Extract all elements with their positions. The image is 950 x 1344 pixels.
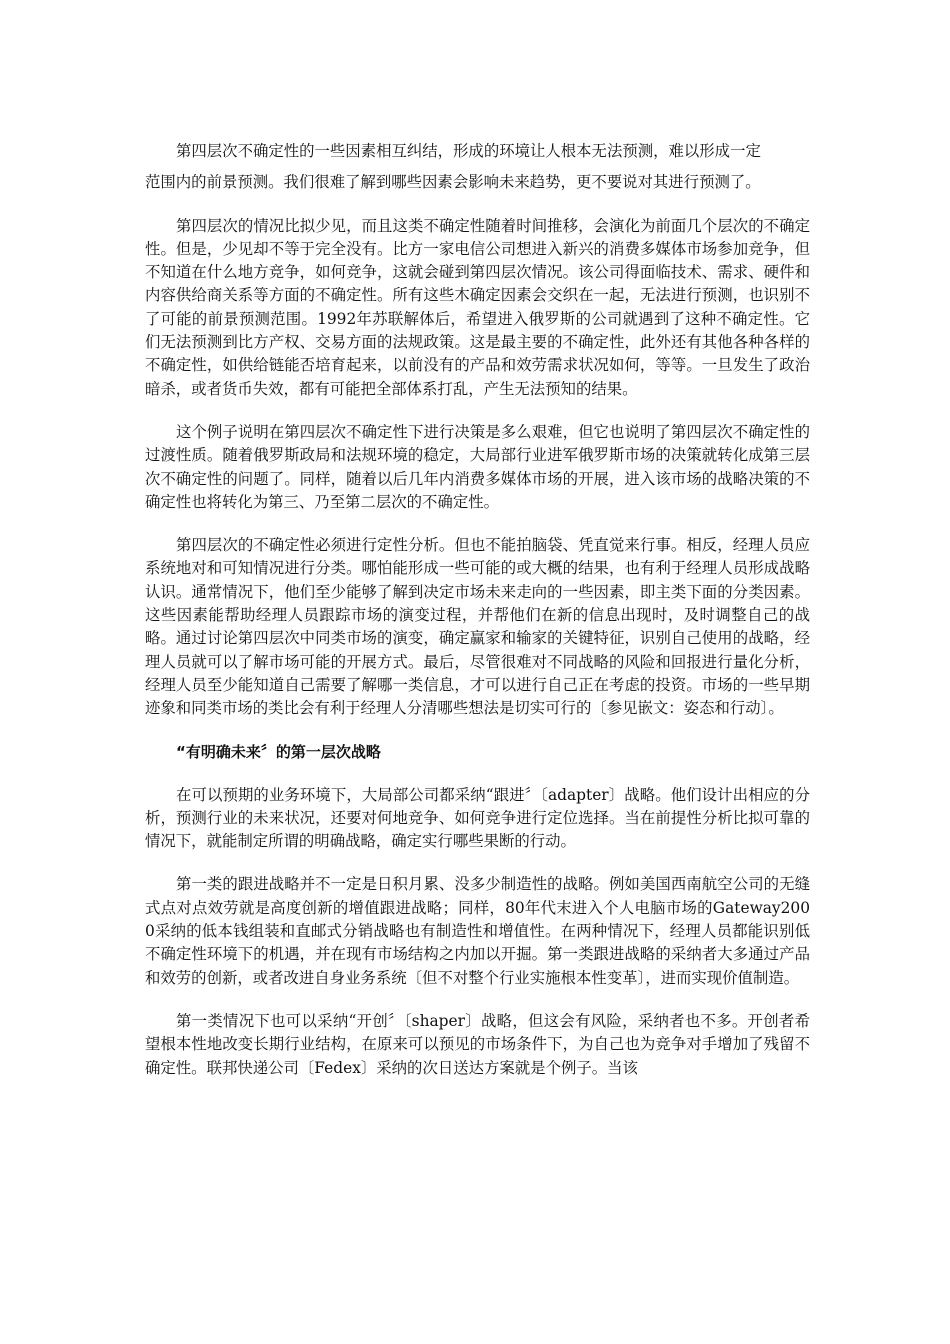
paragraph-5: 在可以预期的业务环境下，大局部公司都采纳“跟进〞〔adapter〕战略。他们设计出相应的分析，预测行业的未来状况，还要对何地竞争、如何竞争进行定位选择。当在前提性分析比拟可靠的情况下，就能制定所谓的明确战略，确定实行哪些果断的行动。 xyxy=(145,785,810,851)
paragraph-1 xyxy=(145,140,810,163)
paragraph-1-line-2: 范围内的前景预测。我们很难了解到哪些因素会影响未来趋势，更不要说对其进行预测了。 xyxy=(145,173,761,192)
document-page xyxy=(145,140,810,1100)
paragraph-4: 第四层次的不确定性必须进行定性分析。但也不能拍脑袋、凭直觉来行事。相反，经理人员应系统地对和可知情况进行分类。哪怕能形成一些可能的或大概的结果，也有利于经理人员形成战略认识。通常情况下，他们至少能够了解到决定市场未来走向的一些因素，即主类下面的分类因素。这些因素能帮助经理人员跟踪市场的演变过程，并帮他们在新的信息出现时，及时调整自己的战略。通过讨论第四层次中同类市场的演变，确定赢家和输家的关键特征，识别自己使用的战略，经理人员就可以了解市场可能的开展方式。最后，尽管很难对不同战略的风险和回报进行量化分析，经理人员至少能知道自己需要了解哪一类信息，才可以进行自己正在考虑的投资。市场的一些早期迹象和同类市场的类比会有利于经理人分清哪些想法是切实可行的〔参见嵌文：姿态和行动〕。 xyxy=(145,536,810,718)
paragraph-1-line-1: 第四层次不确定性的一些因素相互纠结，形成的环境让人根本无法预测，难以形成一定 xyxy=(176,142,761,160)
paragraph-2: 第四层次的情况比拟少见，而且这类不确定性随着时间推移，会演化为前面几个层次的不确定性。但是，少见却不等于完全没有。比方一家电信公司想进入新兴的消费多媒体市场参加竞争，但不知道在什么地方竞争，如何竞争，这就会碰到第四层次情况。该公司得面临技术、需求、硬件和内容供给商关系等方面的不确定性。所有这些木确定因素会交织在一起，无法进行预测，也识别不了可能的前景预测范围。1992年苏联解体后，希望进入俄罗斯的公司就遇到了这种不确定性。它们无法预测到比方产权、交易方面的法规政策。这是最主要的不确定性，此外还有其他各种各样的不确定性，如供给链能否培育起来，以前没有的产品和效劳需求状况如何，等等。一旦发生了政治暗杀，或者货币失效，都有可能把全部体系打乱，产生无法预知的结果。 xyxy=(145,216,810,398)
paragraph-6: 第一类的跟进战略并不一定是日积月累、没多少制造性的战略。例如美国西南航空公司的无缝式点对点效劳就是高度创新的增值跟进战略；同样，80年代末进入个人电脑市场的Gateway2000采纳的低本钱组装和直邮式分销战略也有制造性和增值性。在两种情况下，经理人员都能识别低不确定性环境下的机遇，并在现有市场结构之内加以开掘。第一类跟进战略的采纳者大多通过产品和效劳的创新，或者改进自身业务系统〔但不对整个行业实施根本性变革〕，进而实现价值制造。 xyxy=(145,875,810,987)
section-heading: “有明确未来〞的第一层次战略 xyxy=(176,742,381,761)
paragraph-1-continued xyxy=(145,171,810,194)
paragraph-7: 第一类情况下也可以采纳“开创〞〔shaper〕战略，但这会有风险，采纳者也不多。开创者希望根本性地改变长期行业结构，在原来可以预见的市场条件下，为自己也为竞争对手增加了残留不确定性。联邦快递公司〔Fedex〕采纳的次日送达方案就是个例子。当该 xyxy=(145,1011,810,1077)
paragraph-3: 这个例子说明在第四层次不确定性下进行决策是多么艰难，但它也说明了第四层次不确定性的过渡性质。随着俄罗斯政局和法规环境的稳定，大局部行业进军俄罗斯市场的决策就转化成第三层次不确定性的问题了。同样，随着以后几年内消费多媒体市场的开展，进入该市场的战略决策的不确定性也将转化为第三、乃至第二层次的不确定性。 xyxy=(145,422,810,511)
